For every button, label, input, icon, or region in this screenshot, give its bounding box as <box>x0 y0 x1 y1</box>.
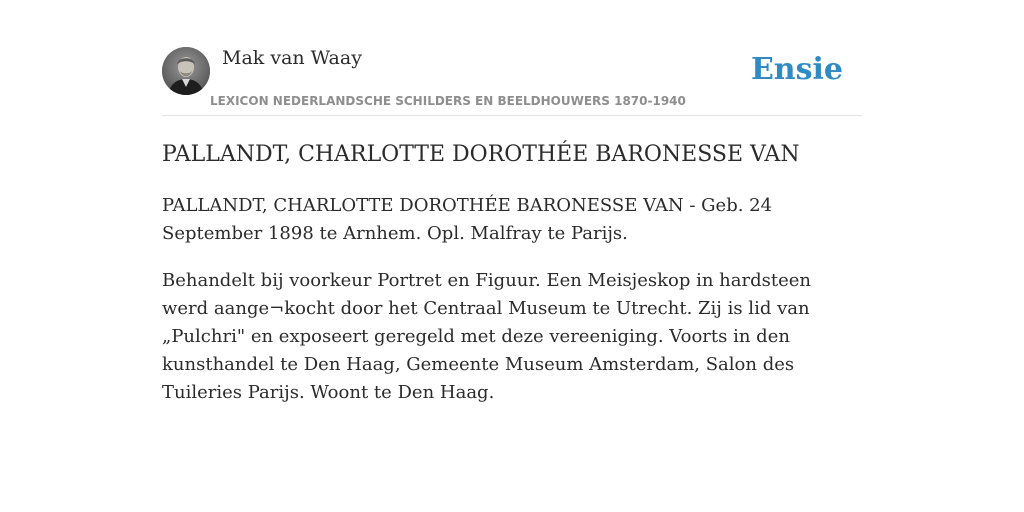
ensie-logo[interactable]: Ensie <box>750 52 843 87</box>
article-paragraph: Behandelt bij voorkeur Portret en Figuur. Een Meisjeskop in hardsteen werd aange¬kocht door het Centraal Museum te Utrecht. Zij is lid van „Pulchri" en exposeert geregeld met deze vereeniging. Voorts in den kunsthandel te Den Haag, Gemeente Museum Amsterdam, Salon des Tuileries Parijs. Woont te Den Haag. <box>162 270 811 403</box>
author-name[interactable]: Mak van Waay <box>222 47 362 69</box>
article-title: PALLANDT, CHARLOTTE DOROTHÉE BARONESSE VAN <box>162 142 800 167</box>
header <box>162 46 862 116</box>
source-title[interactable]: LEXICON NEDERLANDSCHE SCHILDERS EN BEELDHOUWERS 1870-1940 <box>210 94 686 108</box>
article-paragraph: PALLANDT, CHARLOTTE DOROTHÉE BARONESSE VAN - Geb. 24 September 1898 te Arnhem. Opl. Malfray te Parijs. <box>162 195 773 244</box>
author-avatar[interactable] <box>162 47 210 95</box>
article-body <box>162 192 862 426</box>
author-portrait-image <box>162 47 210 95</box>
